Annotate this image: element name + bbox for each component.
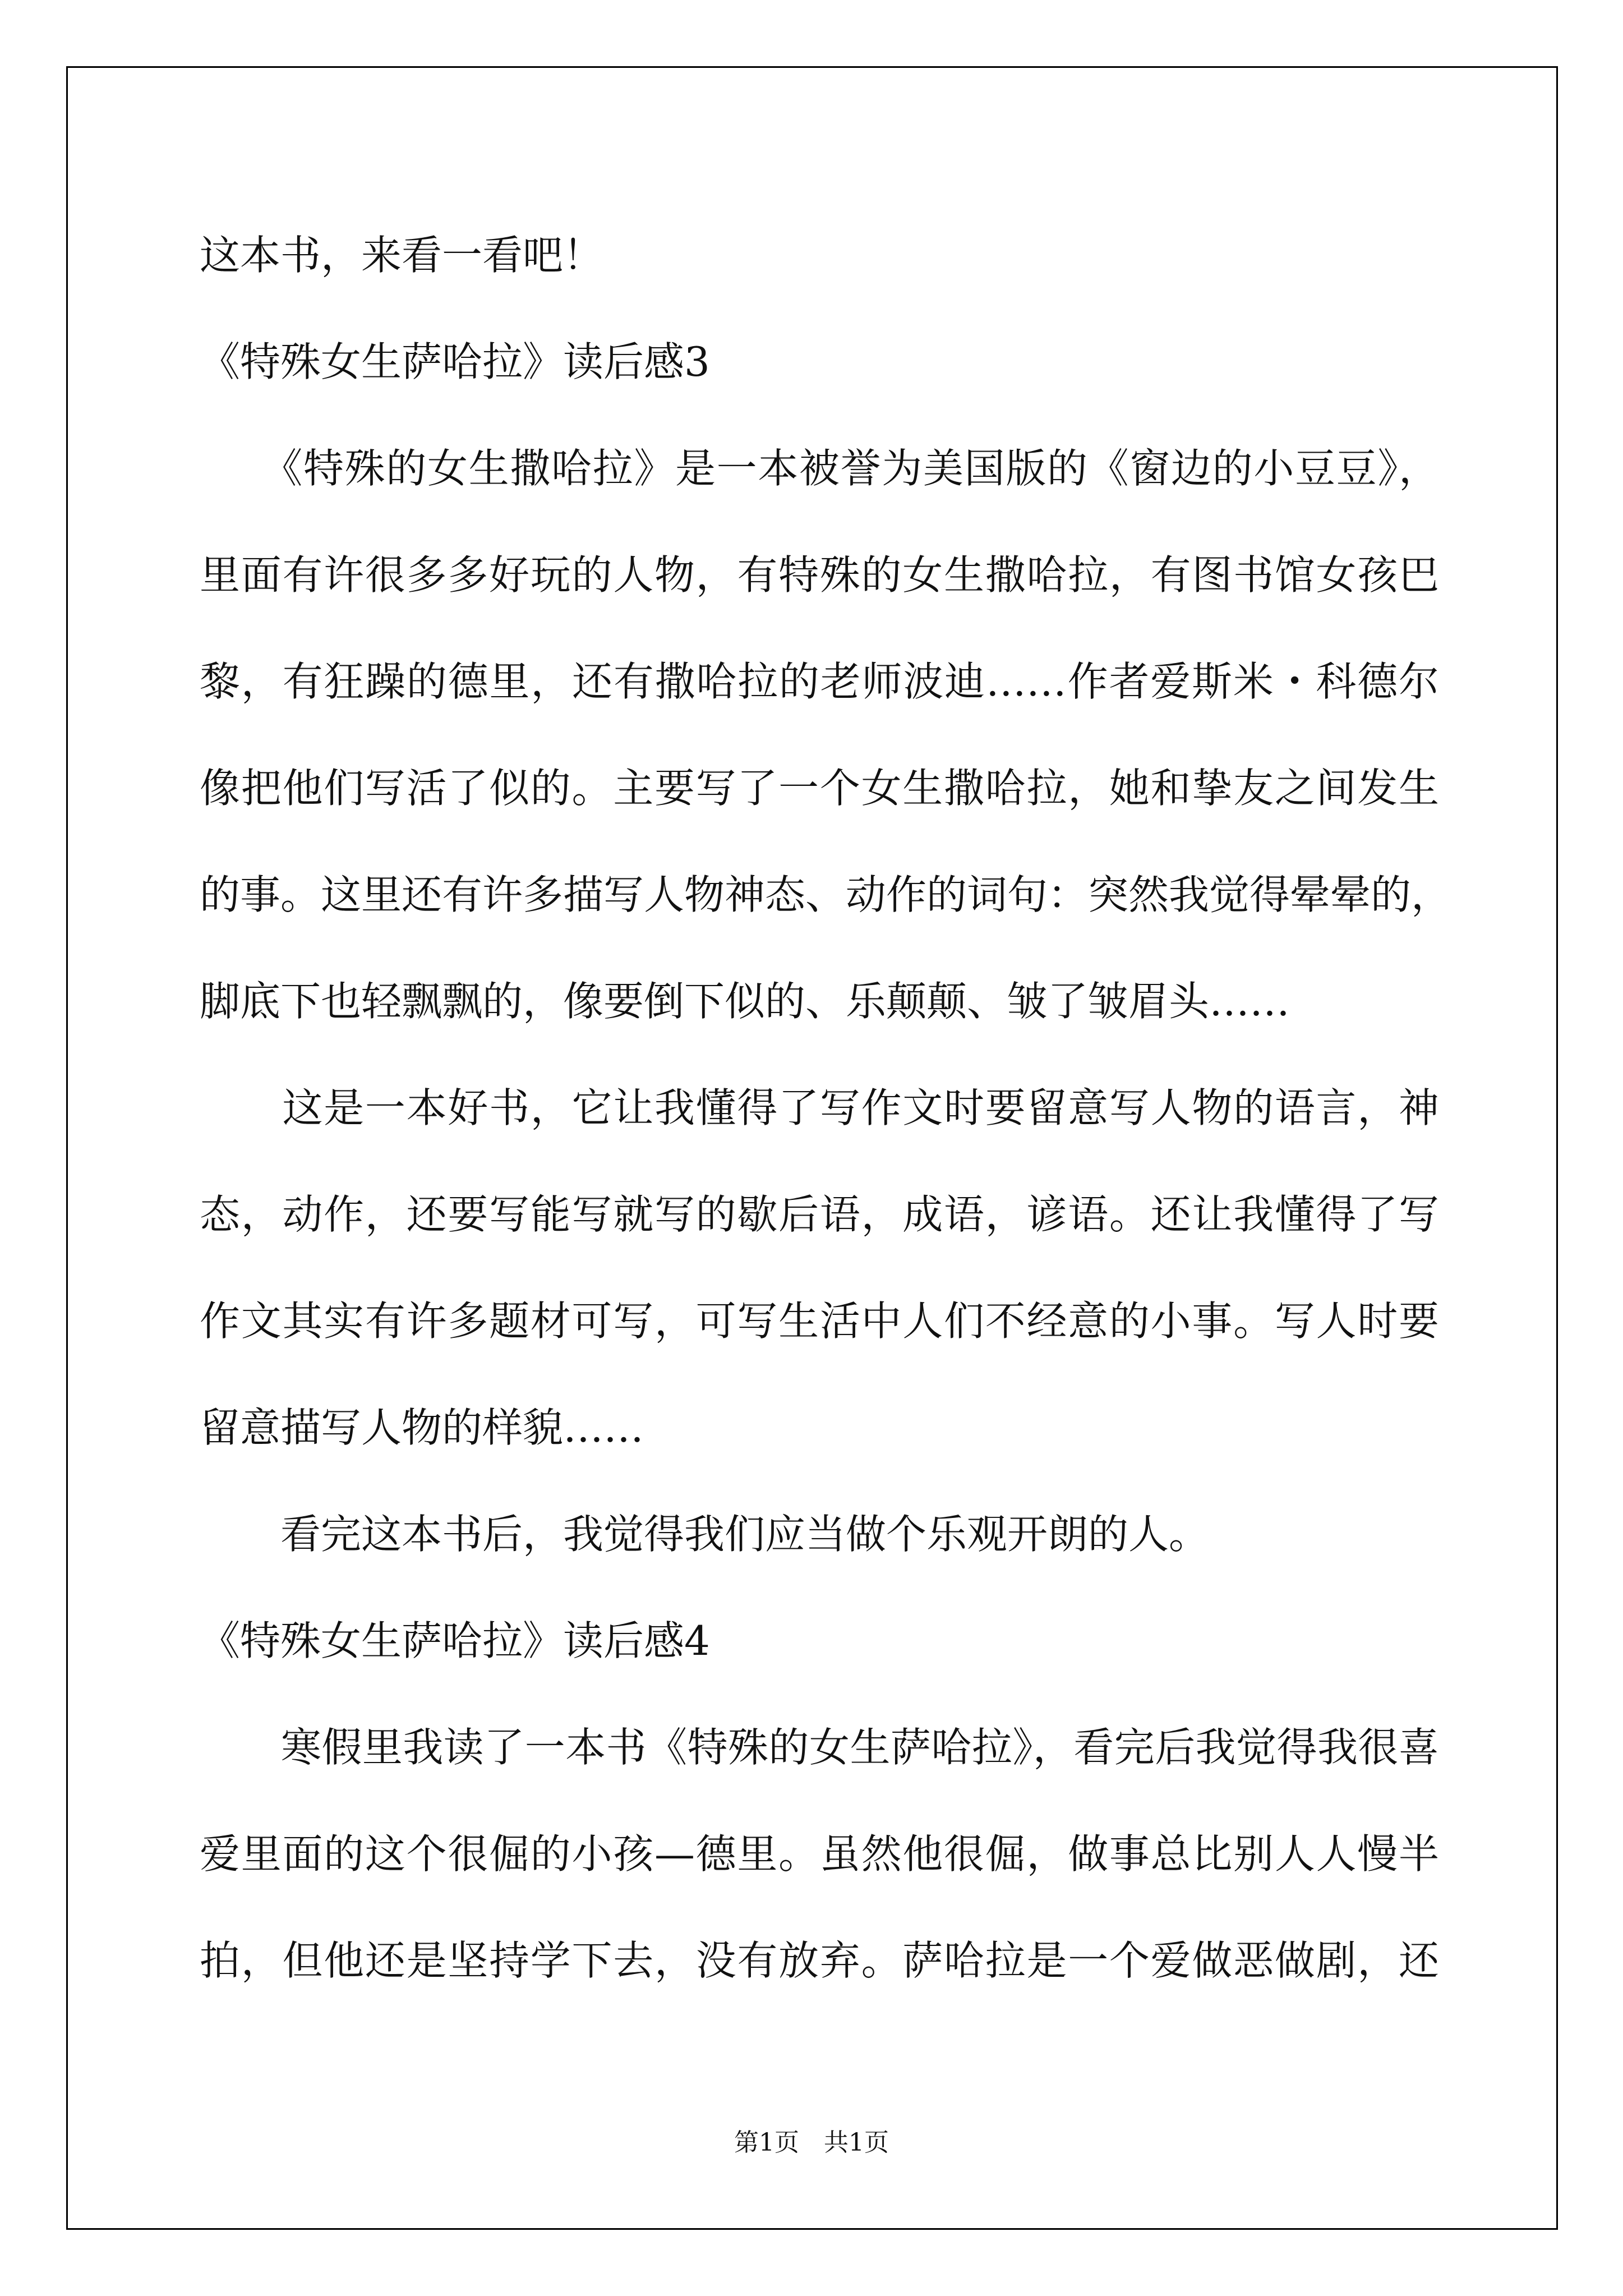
section-heading-3: 《特殊女生萨哈拉》读后感3	[200, 338, 710, 385]
text-line-5: 黎，有狂躁的德里，还有撒哈拉的老师波迪……作者爱斯米・科德尔	[200, 658, 1439, 705]
text-line-6: 像把他们写活了似的。主要写了一个女生撒哈拉，她和挚友之间发生	[200, 765, 1439, 812]
text-line-12: 留意描写人物的样貌……	[200, 1404, 644, 1451]
text-line-1: 这本书，来看一看吧！	[200, 232, 604, 279]
text-line-9: 这是一本好书，它让我懂得了写作文时要留意写人物的语言，神	[200, 1084, 1439, 1131]
text-line-8: 脚底下也轻飘飘的，像要倒下似的、乐颠颠、皱了皱眉头……	[200, 978, 1290, 1025]
text-line-15: 寒假里我读了一本书《特殊的女生萨哈拉》，看完后我觉得我很喜	[200, 1724, 1439, 1771]
text-line-11: 作文其实有许多题材可写，可写生活中人们不经意的小事。写人时要	[200, 1297, 1439, 1345]
text-line-13: 看完这本书后，我觉得我们应当做个乐观开朗的人。	[200, 1511, 1210, 1558]
text-line-17: 拍，但他还是坚持学下去，没有放弃。萨哈拉是一个爱做恶做剧，还	[200, 1937, 1439, 1984]
text-line-7: 的事。这里还有许多描写人物神态、动作的词句：突然我觉得晕晕的，	[200, 871, 1452, 918]
text-line-4: 里面有许很多多好玩的人物，有特殊的女生撒哈拉，有图书馆女孩巴	[200, 551, 1439, 599]
text-line-10: 态，动作，还要写能写就写的歇后语，成语，谚语。还让我懂得了写	[200, 1191, 1439, 1238]
page-footer: 第1页 共1页	[734, 2128, 889, 2157]
page-border	[66, 66, 1558, 2230]
text-line-3: 《特殊的女生撒哈拉》是一本被誉为美国版的《窗边的小豆豆》，	[200, 445, 1439, 492]
text-line-16: 爱里面的这个很倔的小孩—德里。虽然他很倔，做事总比别人人慢半	[200, 1830, 1439, 1878]
section-heading-4: 《特殊女生萨哈拉》读后感4	[200, 1617, 710, 1664]
